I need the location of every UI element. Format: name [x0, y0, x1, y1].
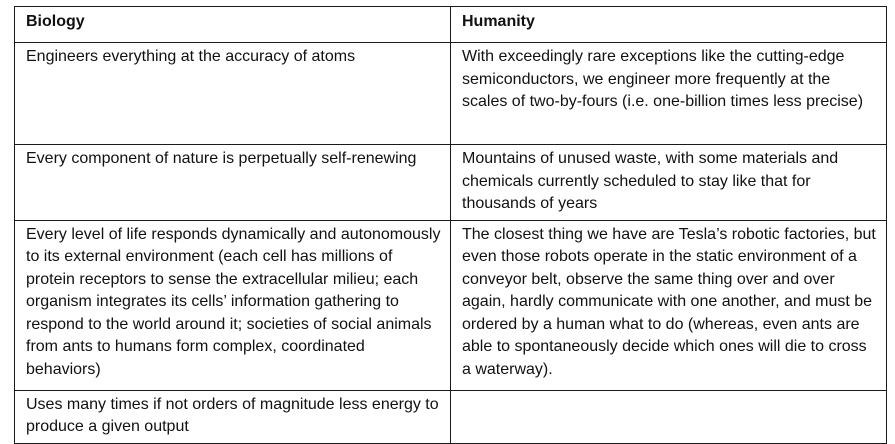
cell-humanity: With exceedingly rare exceptions like the cutting-edge semiconductors, we engineer more frequently at the scales of two-by-fours (i.e. one-billion times less precise) [451, 43, 887, 145]
table-header-row [15, 7, 887, 43]
table-row [15, 220, 887, 390]
table-row [15, 390, 887, 443]
cell-biology: Uses many times if not orders of magnitude less energy to produce a given output [15, 390, 451, 443]
table-row [15, 43, 887, 145]
comparison-table [14, 6, 887, 444]
cell-humanity: The closest thing we have are Tesla’s robotic factories, but even those robots operate in the static environment of a conveyor belt, observe the same thing over and over again, hardly communicate with one another, and must be ordered by a human what to do (whereas, even ants are able to spontaneously decide which ones will die to cross a waterway). [451, 220, 887, 390]
table-row [15, 145, 887, 221]
header-humanity: Humanity [451, 7, 887, 43]
cell-humanity: Mountains of unused waste, with some materials and chemicals currently scheduled to stay like that for thousands of years [451, 145, 887, 221]
cell-biology: Every component of nature is perpetually self-renewing [15, 145, 451, 221]
cell-humanity [451, 390, 887, 443]
cell-biology: Engineers everything at the accuracy of atoms [15, 43, 451, 145]
cell-biology: Every level of life responds dynamically and autonomously to its external environment (each cell has millions of protein receptors to sense the extracellular milieu; each organism integrates its cells’ information gathering to respond to the world around it; societies of social animals from ants to humans form complex, coordinated behaviors) [15, 220, 451, 390]
header-biology: Biology [15, 7, 451, 43]
